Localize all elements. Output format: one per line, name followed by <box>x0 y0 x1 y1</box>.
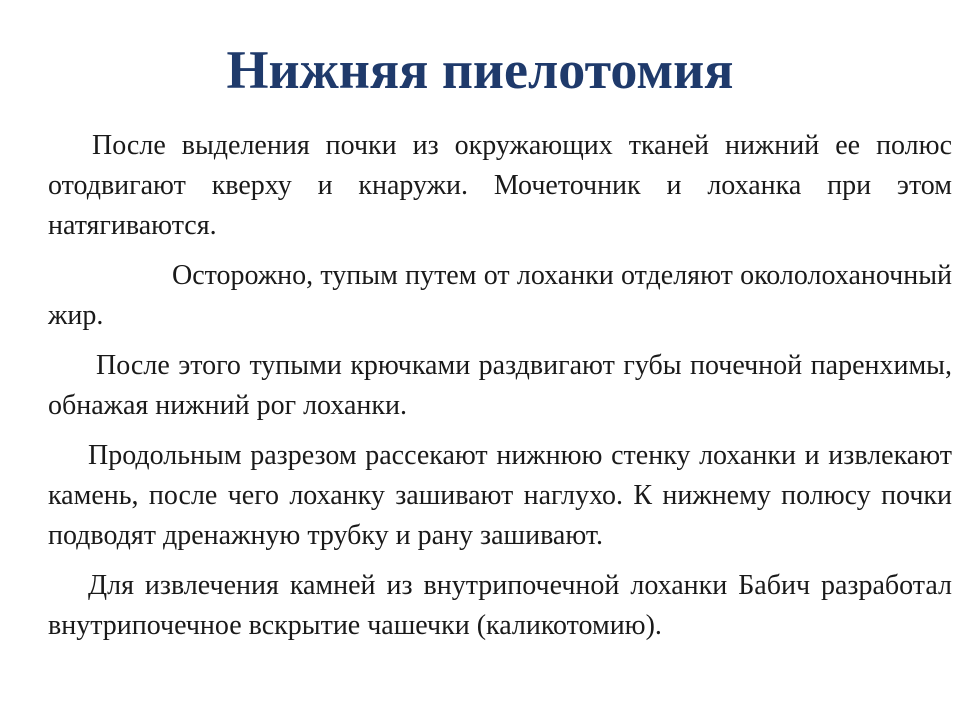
paragraph-5: Для извлечения камней из внутрипочечной лоханки Бабич разработал внутрипочечное вскрытие чашечки (каликотомию). <box>48 570 952 641</box>
paragraph-2: Осторожно, тупым путем от лоханки отделяют окололоханочный жир. <box>48 260 952 331</box>
paragraph-3: После этого тупыми крючками раздвигают губы почечной паренхимы, обнажая нижний рог лоханки. <box>48 350 952 421</box>
slide-body <box>48 126 952 656</box>
paragraph-4: Продольным разрезом рассекают нижнюю стенку лоханки и извлекают камень, после чего лоханку зашивают наглухо. К нижнему полюсу почки подводят дренажную трубку и рану зашивают. <box>48 440 952 551</box>
paragraph-1: После выделения почки из окружающих тканей нижний ее полюс отодвигают кверху и кнаружи. Мочеточник и лоханка при этом натягиваются. <box>48 130 952 241</box>
slide-title: Нижняя пиелотомия <box>226 40 734 100</box>
